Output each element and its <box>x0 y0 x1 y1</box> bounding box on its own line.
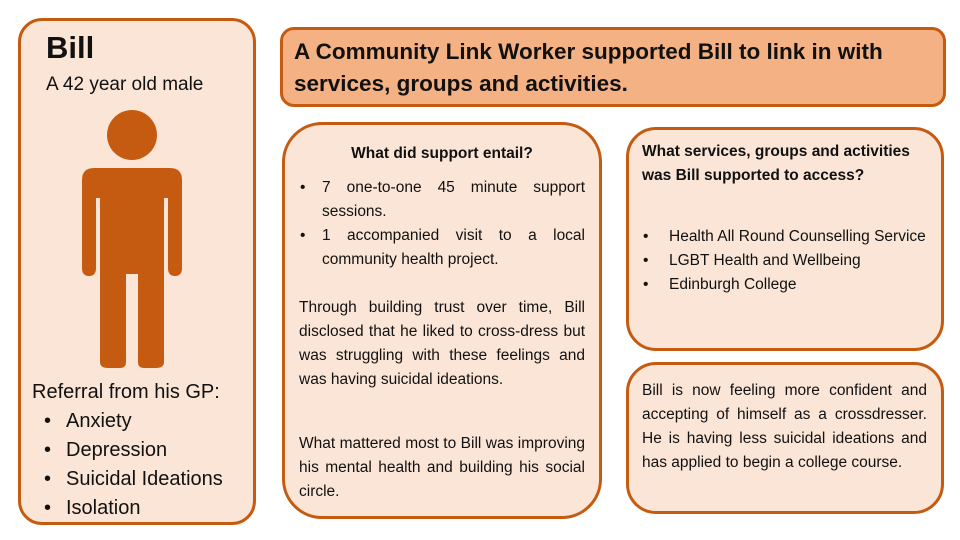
support-list <box>299 176 585 272</box>
services-title: What services, groups and activities was Bill supported to access? <box>642 143 910 184</box>
support-item: • 7 one-to-one 45 minute support sessions. <box>299 176 585 224</box>
outcome-text: Bill is now feeling more confident and accepting of himself as a crossdresser. He is having less suicidal ideations and has applied to begin a college course. <box>642 382 927 471</box>
support-title: What did support entail? <box>351 145 533 162</box>
referral-section <box>32 378 223 523</box>
person-body <box>82 168 182 368</box>
person-name: Bill <box>46 30 95 65</box>
person-icon <box>72 108 192 370</box>
services-item: • LGBT Health and Wellbeing <box>642 249 927 273</box>
support-paragraph-1: Through building trust over time, Bill disclosed that he liked to cross-dress but was struggling with these feelings and was having suicidal ideations. <box>299 299 585 388</box>
referral-item: • Isolation <box>32 494 223 523</box>
referral-item: • Anxiety <box>32 407 223 436</box>
services-list <box>642 225 927 297</box>
person-head <box>107 110 157 160</box>
person-age: A 42 year old male <box>46 74 204 95</box>
referral-title: Referral from his GP: <box>32 381 220 403</box>
referral-list <box>32 407 223 523</box>
support-item: • 1 accompanied visit to a local community health project. <box>299 224 585 272</box>
services-item: • Health All Round Counselling Service <box>642 225 927 249</box>
header-text: A Community Link Worker supported Bill to link in with services, groups and activities. <box>294 39 883 96</box>
referral-item: • Suicidal Ideations <box>32 465 223 494</box>
services-item: • Edinburgh College <box>642 273 927 297</box>
support-paragraph-2: What mattered most to Bill was improving his mental health and building his social circle. <box>299 435 585 500</box>
referral-item: • Depression <box>32 436 223 465</box>
